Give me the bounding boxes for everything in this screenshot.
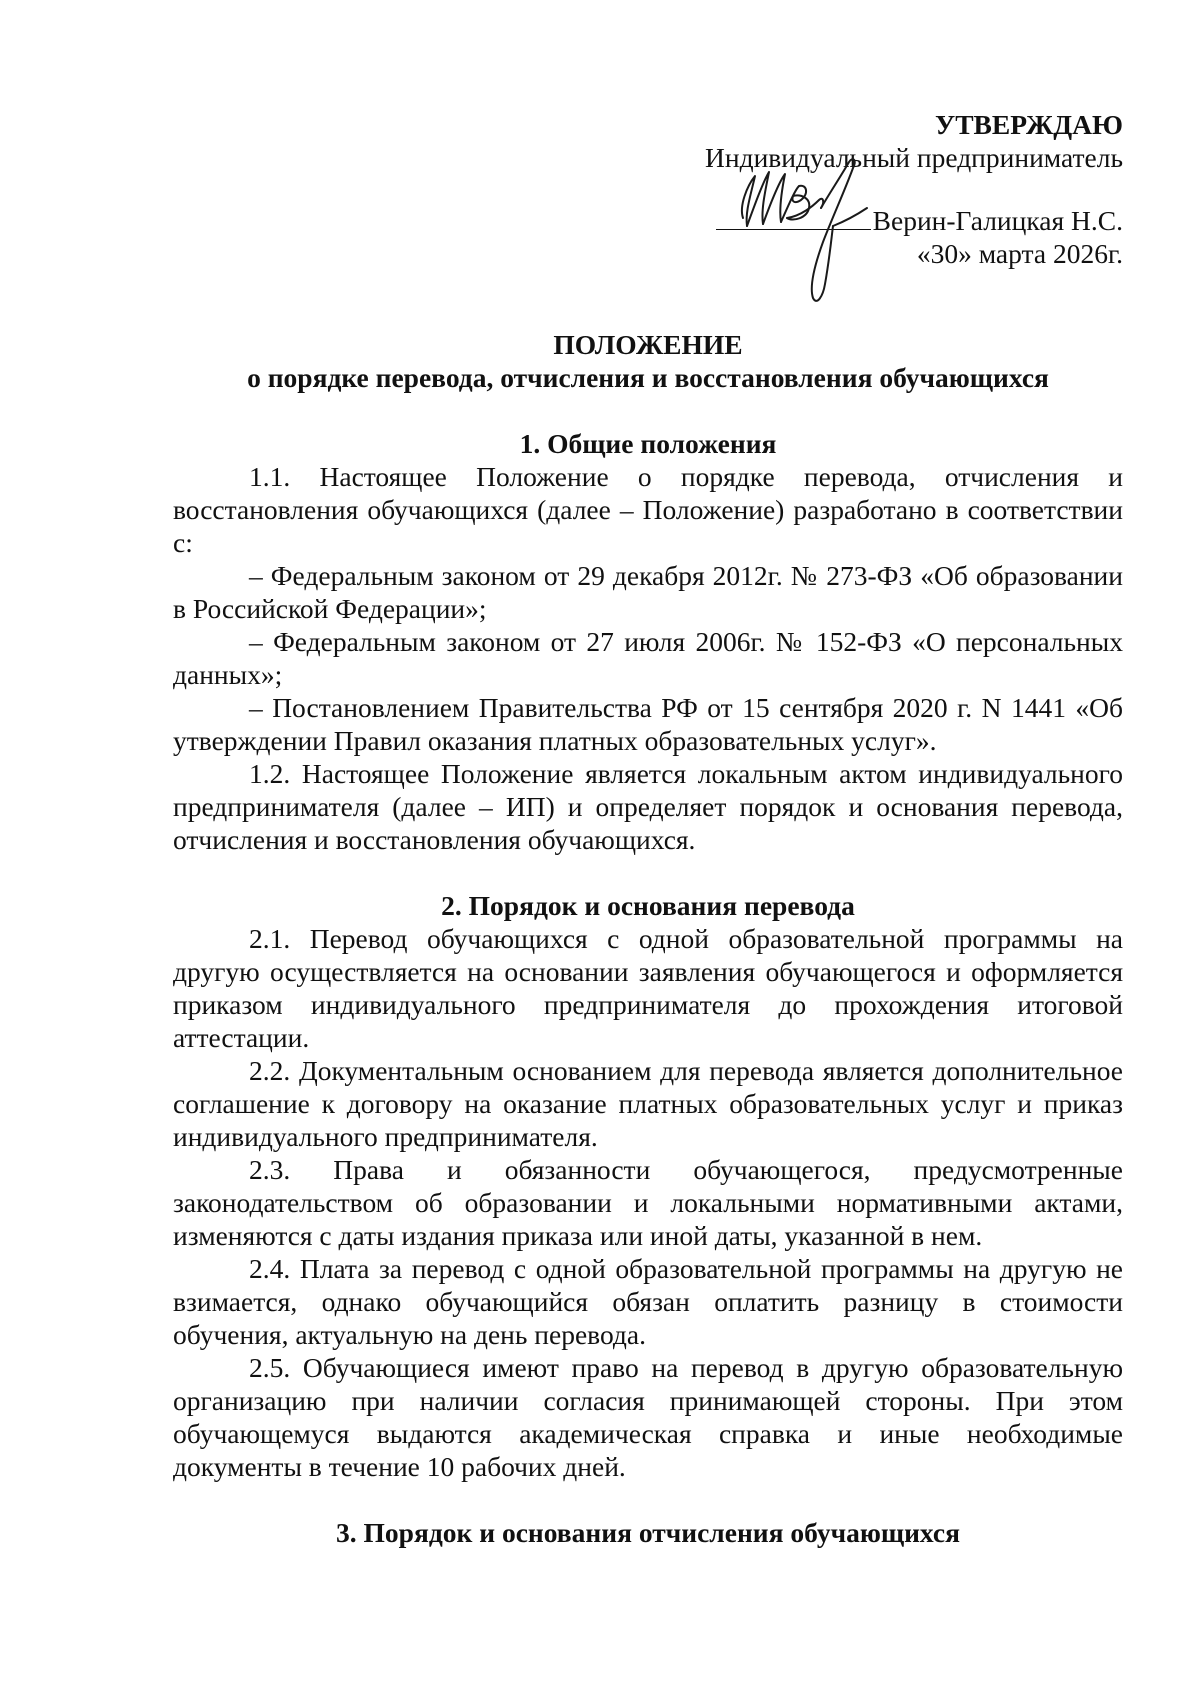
title-subtitle: о порядке перевода, отчисления и восстановления обучающихся	[247, 362, 1049, 393]
paragraph: 1.2. Настоящее Положение является локальным актом индивидуального предпринимателя (далее – ИП) и определяет порядок и основания перевода, отчисления и восстановления обучающихся.	[173, 758, 1123, 855]
paragraph: – Федеральным законом от 29 декабря 2012г. № 273-ФЗ «Об образовании в Российской Федерации»;	[173, 560, 1123, 624]
title-main: ПОЛОЖЕНИЕ	[553, 329, 743, 360]
handwritten-signature	[721, 146, 871, 316]
paragraph: – Постановлением Правительства РФ от 15 сентября 2020 г. N 1441 «Об утверждении Правил оказания платных образовательных услуг».	[173, 692, 1123, 756]
paragraph: – Федеральным законом от 27 июля 2006г. № 152-ФЗ «О персональных данных»;	[173, 626, 1123, 690]
section-2	[173, 889, 1123, 1483]
paragraph: 2.3. Права и обязанности обучающегося, предусмотренные законодательством об образовании и локальными нормативными актами, изменяются с даты издания приказа или иной даты, указанной в нем.	[173, 1154, 1123, 1251]
approval-signature-line	[173, 203, 1123, 237]
approval-name: Верин-Галицкая Н.С.	[872, 205, 1123, 236]
paragraph: 2.5. Обучающиеся имеют право на перевод в другую образовательную организацию при наличии согласия принимающей стороны. При этом обучающемуся выдаются академическая справка и иные необходимые документы в течение 10 рабочих дней.	[173, 1352, 1123, 1482]
paragraph: 2.2. Документальным основанием для перевода является дополнительное соглашение к договору на оказание платных образовательных услуг и приказ индивидуального предпринимателя.	[173, 1055, 1123, 1152]
section-heading: 3. Порядок и основания отчисления обучающихся	[336, 1517, 960, 1548]
section-3	[173, 1516, 1123, 1549]
paragraph: 1.1. Настоящее Положение о порядке перевода, отчисления и восстановления обучающихся (далее – Положение) разработано в соответствии с:	[173, 461, 1123, 558]
document-title	[173, 328, 1123, 394]
approval-block	[173, 108, 1123, 328]
approval-date: «30» марта 2026г.	[916, 238, 1123, 269]
paragraph: 2.1. Перевод обучающихся с одной образовательной программы на другую осуществляется на основании заявления обучающегося и оформляется приказом индивидуального предпринимателя до прохождения итоговой аттестации.	[173, 923, 1123, 1053]
section-heading: 2. Порядок и основания перевода	[441, 890, 855, 921]
paragraph: 2.4. Плата за перевод с одной образовательной программы на другую не взимается, однако обучающийся обязан оплатить разницу в стоимости обучения, актуальную на день перевода.	[173, 1253, 1123, 1350]
approval-heading: УТВЕРЖДАЮ	[935, 109, 1123, 140]
document-page	[173, 108, 1123, 1549]
approval-position: Индивидуальный предприниматель	[705, 142, 1123, 173]
section-heading: 1. Общие положения	[519, 428, 777, 459]
section-1	[173, 427, 1123, 856]
